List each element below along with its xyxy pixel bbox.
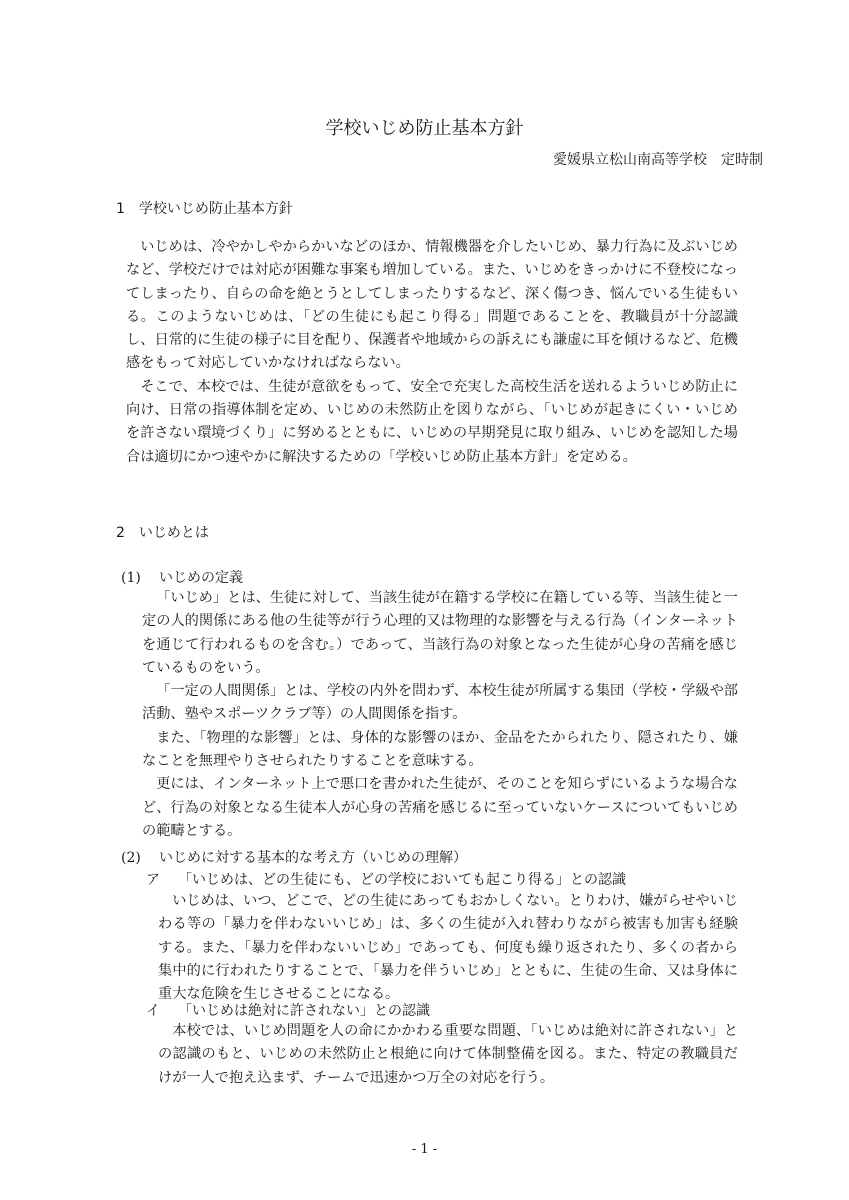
document-title: 学校いじめ防止基本方針 [325, 118, 524, 139]
section-1-body [126, 236, 738, 469]
subsection-1-body [142, 587, 738, 843]
item-paragraph: いじめは、いつ、どこで、どの生徒にあってもおかしくない。とりわけ、嫌がらせやいじわる等の「暴力を伴わないいじめ」は、多くの生徒が入れ替わりながら被害も加害も経験する。また、「暴力を伴わないいじめ」であっても、何度も繰り返されたり、多くの者から集中的に行われたりすることで、「暴力を伴ういじめ」とともに、生徒の生命、又は身体に重大な危険を生じさせることになる。 [158, 893, 738, 1003]
item-marker: イ [146, 1003, 160, 1019]
subsection-title: いじめに対する基本的な考え方（いじめの理解） [159, 850, 467, 866]
definition-paragraph: 「一定の人間関係」とは、学校の内外を問わず、本校生徒が所属する集団（学校・学級や部活動、塾やスポーツクラブ等）の人間関係を指す。 [142, 683, 738, 723]
item-title: 「いじめは、どの生徒にも、どの学校においても起こり得る」との認識 [178, 872, 626, 888]
section-1-paragraph: そこで、本校では、生徒が意欲をもって、安全で充実した高校生活を送れるよういじめ防止に向け、日常の指導体制を定め、いじめの未然防止を図りながら、「いじめが起きにくい・いじめを許さない環境づくり」に努めるとともに、いじめの早期発見に取り組み、いじめを認知した場合は適切にかつ速やかに解決するための「学校いじめ防止基本方針」を定める。 [126, 378, 738, 465]
school-name: 愛媛県立松山南高等学校 定時制 [553, 152, 763, 168]
item-marker: ア [146, 872, 160, 888]
item-title: 「いじめは絶対に許されない」との認識 [178, 1003, 430, 1019]
definition-paragraph: また、「物理的な影響」とは、身体的な影響のほか、金品をたかられたり、隠されたり、嫌なことを無理やりさせられたりすることを意味する。 [142, 729, 738, 770]
definition-paragraph: 「いじめ」とは、生徒に対して、当該生徒が在籍する学校に在籍している等、当該生徒と一定の人的関係にある他の生徒等が行う心理的又は物理的な影響を与える行為（インターネットを通じて行われるものを含む。）であって、当該行為の対象となった生徒が心身の苦痛を感じているものをいう。 [142, 590, 738, 676]
definition-paragraph: 更には、インターネット上で悪口を書かれた生徒が、そのことを知らずにいるような場合など、行為の対象となる生徒本人が心身の苦痛を感じるに至っていないケースについてもいじめの範疇とする。 [142, 776, 738, 839]
page-number: - 1 - [411, 1142, 438, 1157]
subsection-title: いじめの定義 [159, 570, 243, 586]
item-i-heading [146, 1000, 430, 1022]
item-paragraph: 本校では、いじめ問題を人の命にかかわる重要な問題、「いじめは絶対に許されない」との認識のもと、いじめの未然防止と根絶に向けて体制整備を図る。また、特定の教職員だけが一人で抱え込まず、チームで迅速かつ万全の対応を行う。 [158, 1023, 738, 1086]
item-i-body [158, 1020, 738, 1090]
item-a-heading [146, 869, 626, 891]
item-a-body [158, 890, 738, 1006]
subsection-number: (2) [121, 850, 141, 866]
subsection-number: (1) [121, 570, 141, 586]
subsection-2-heading [121, 847, 467, 869]
section-2-heading: 2 いじめとは [116, 525, 209, 541]
section-1-paragraph: いじめは、冷やかしやからかいなどのほか、情報機器を介したいじめ、暴力行為に及ぶいじめなど、学校だけでは対応が困難な事案も増加している。また、いじめをきっかけに不登校になってしまったり、自らの命を絶とうとしてしまったりするなど、深く傷つき、悩んでいる生徒もいる。このようないじめは、「どの生徒にも起こり得る」問題であることを、教職員が十分認識し、日常的に生徒の様子に目を配り、保護者や地域からの訴えにも謙虚に耳を傾けるなど、危機感をもって対応していかなければならない。 [126, 239, 738, 372]
section-1-heading: 1 学校いじめ防止基本方針 [116, 201, 293, 217]
subsection-1-heading [121, 567, 243, 589]
